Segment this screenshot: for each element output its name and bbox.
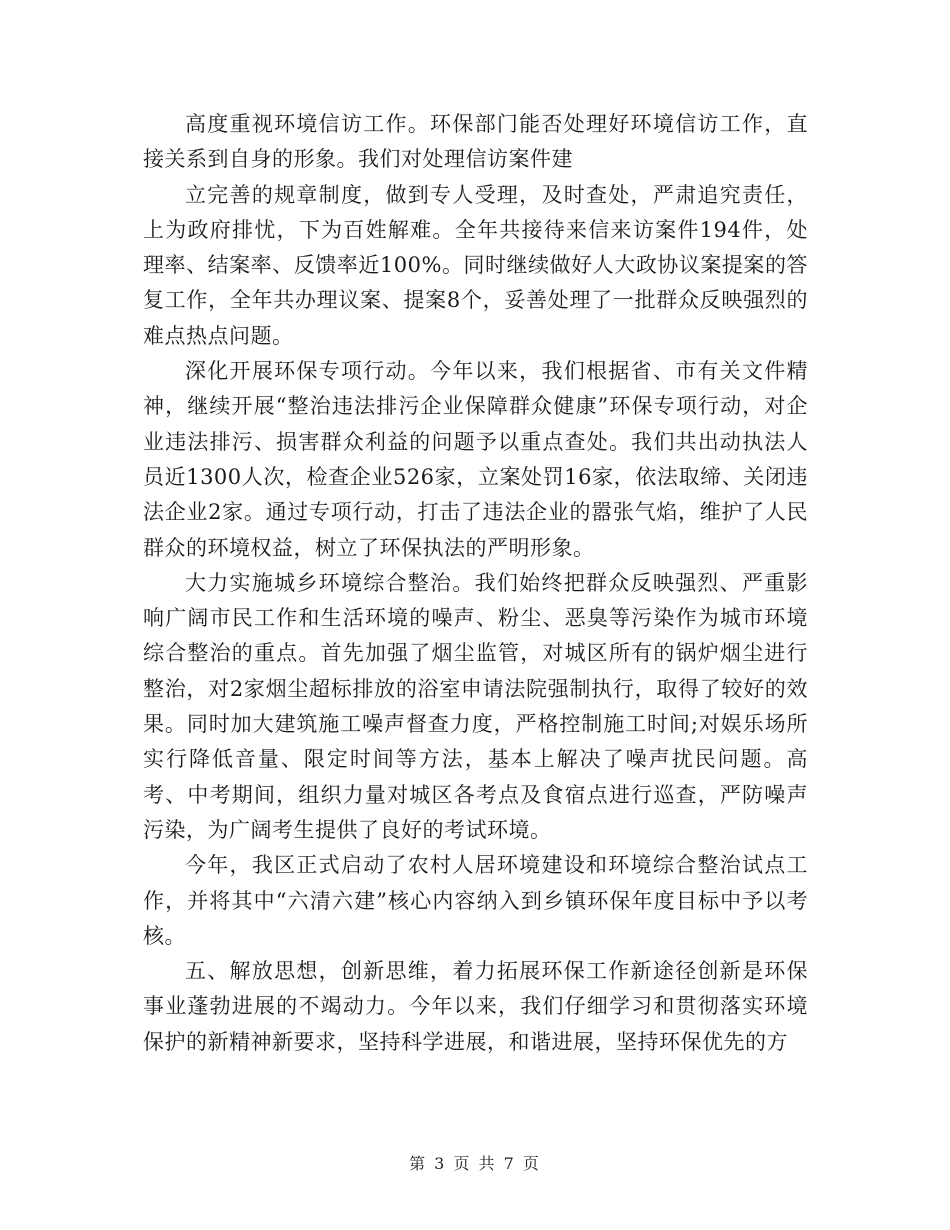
paragraph-special-action: 深化开展环保专项行动。今年以来，我们根据省、市有关文件精神，继续开展“整治违法排污企业保障群众健康”环保专项行动，对企业违法排污、损害群众利益的问题予以重点查处。我们共出动执法人员近1300人次，检查企业526家，立案处罚16家，依法取缔、关闭违法企业2家。通过专项行动，打击了违法企业的嚣张气焰，维护了人民群众的环境权益，树立了环保执法的严明形象。 xyxy=(143,359,808,560)
paragraph-rural-pilot: 今年，我区正式启动了农村人居环境建设和环境综合整治试点工作，并将其中“六清六建”核心内容纳入到乡镇环保年度目标中予以考核。 xyxy=(143,853,808,948)
page-number-footer: 第 3 页 共 7 页 xyxy=(409,1154,541,1173)
document-body xyxy=(143,107,808,1060)
paragraph-urban-rural-rectification: 大力实施城乡环境综合整治。我们始终把群众反映强烈、严重影响广阔市民工作和生活环境的噪声、粉尘、恶臭等污染作为城市环境综合整治的重点。首先加强了烟尘监管，对城区所有的锅炉烟尘进行整治，对2家烟尘超标排放的浴室申请法院强制执行，取得了较好的效果。同时加大建筑施工噪声督查力度，严格控制施工时间;对娱乐场所实行降低音量、限定时间等方法，基本上解决了噪声扰民问题。高考、中考期间，组织力量对城区各考点及食宿点进行巡查，严防噪声污染，为广阔考生提供了良好的考试环境。 xyxy=(143,570,808,842)
paragraph-innovation: 五、解放思想，创新思维，着力拓展环保工作新途径创新是环保事业蓬勃进展的不竭动力。今年以来，我们仔细学习和贯彻落实环境保护的新精神新要求，坚持科学进展，和谐进展，坚持环保优先的方 xyxy=(143,959,808,1054)
paragraph-petition-work: 高度重视环境信访工作。环保部门能否处理好环境信访工作，直接关系到自身的形象。我们对处理信访案件建 xyxy=(143,112,808,172)
paragraph-rules-system: 立完善的规章制度，做到专人受理，及时查处，严肃追究责任，上为政府排忧，下为百姓解难。全年共接待来信来访案件194件，处理率、结案率、反馈率近100%。同时继续做好人大政协议案提案的答复工作，全年共办理议案、提案8个，妥善处理了一批群众反映强烈的难点热点问题。 xyxy=(143,182,808,348)
